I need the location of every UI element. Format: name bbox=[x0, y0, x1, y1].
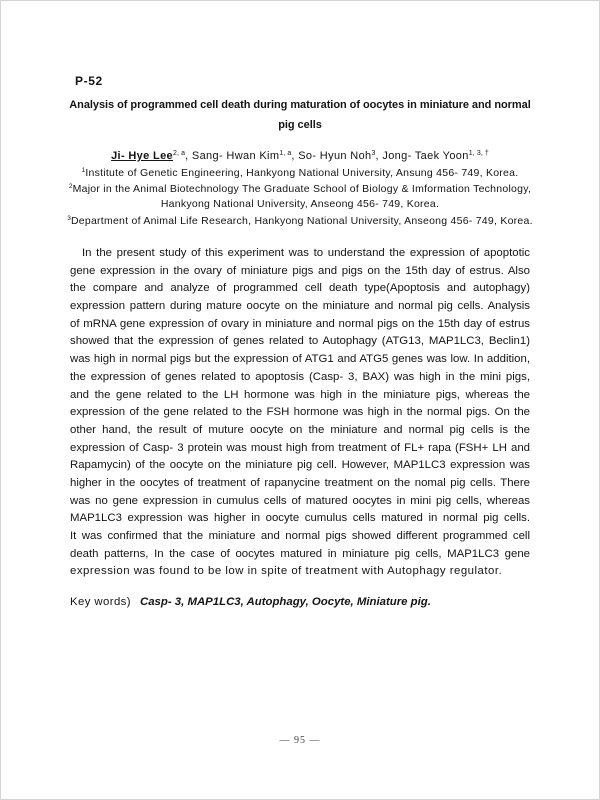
author bbox=[382, 150, 489, 162]
keywords-label: Key words) bbox=[70, 596, 131, 608]
affiliation-text: Institute of Genetic Engineering, Hankyong National University, Ansung 456- 749, Korea. bbox=[85, 167, 519, 179]
abstract-body bbox=[70, 245, 530, 581]
abstract-line: expression of Casp- 3 protein was moust high from treatment of FL+ rapa (FSH+ LH and bbox=[70, 441, 530, 454]
abstract-line: higher in the oocytes of treatment of rapanycine treatment on the nomal pig cells. There bbox=[70, 476, 530, 489]
affiliation-marker: 2 bbox=[68, 183, 73, 190]
abstract-line: expression pattern during mature oocyte on the miniature and normal pig cells. Analysis bbox=[70, 300, 530, 313]
abstract-line: gene expression in the ovary of miniature pigs and pigs on the 15th day of estrus. Also bbox=[70, 264, 530, 277]
affiliation-marker: 1 bbox=[81, 167, 86, 174]
affiliation bbox=[1, 182, 599, 198]
keywords-terms: Casp- 3, MAP1LC3, Autophagy, Oocyte, Miniature pig. bbox=[139, 596, 431, 608]
abstract-line: expression was found to be low in spite of treatment with Autophagy regulator. bbox=[70, 565, 503, 578]
affiliation-marker: 3 bbox=[67, 215, 71, 222]
author-affiliation-marker: 3 bbox=[371, 150, 376, 157]
abstract-line: other hand, the result of muture oocyte on the miniature and normal pig cells is the bbox=[70, 423, 530, 436]
page-number: — 95 — bbox=[279, 735, 321, 746]
abstract-line: expression of the gene related to the FSH hormone was high in the normal pigs. On the bbox=[70, 406, 530, 419]
author-separator: , bbox=[291, 150, 295, 162]
author-separator: , bbox=[375, 150, 379, 162]
abstract-line: showed that the expression of genes related to Autophagy (ATG13, MAP1LC3, Beclin1) bbox=[70, 335, 530, 348]
author-name: Jong- Taek Yoon bbox=[382, 150, 469, 162]
author bbox=[111, 150, 188, 162]
author-affiliation-marker: 1, 3, † bbox=[468, 150, 489, 157]
affiliation-text: Major in the Animal Biotechnology The Graduate School of Biology & Imformation Technology, bbox=[72, 183, 532, 195]
abstract-title-line: Analysis of programmed cell death during maturation of oocytes in miniature and normal bbox=[69, 99, 531, 111]
author bbox=[192, 150, 295, 162]
affiliation bbox=[1, 166, 599, 182]
presenting-author-name: Ji- Hye Lee bbox=[111, 150, 174, 162]
keywords bbox=[70, 594, 431, 610]
abstract-title-line: pig cells bbox=[278, 119, 322, 131]
affiliation bbox=[1, 214, 599, 230]
author-affiliation-marker: 1, a bbox=[279, 150, 292, 157]
author bbox=[298, 150, 379, 162]
abstract-line: was high in normal pigs but the expression of ATG1 and ATG5 genes was low. In addition, bbox=[70, 353, 530, 366]
author-separator: , bbox=[185, 150, 189, 162]
abstract-line: MAP1LC3 expression was higher in oocyte cumulus cells matured in normal pig cells. bbox=[70, 512, 530, 525]
abstract-line: and the gene related to the LH hormone was high in the miniature pigs, whereas the bbox=[70, 388, 530, 401]
abstract-line: In the present study of this experiment was to understand the expression of apoptotic bbox=[82, 247, 530, 259]
author-name: So- Hyun Noh bbox=[298, 150, 372, 162]
author-affiliation-marker: 2, a bbox=[173, 150, 186, 157]
abstract-line: the expression of genes related to apoptosis (Casp- 3, BAX) was high in the mini pigs, bbox=[70, 370, 530, 383]
abstract-line: Rapamycin) of the oocyte on the miniature pig cell. However, MAP1LC3 expression was bbox=[70, 459, 530, 472]
abstract-line: It was confirmed that the miniature and normal pigs showed different programmed cell bbox=[70, 530, 530, 542]
affiliation-text: Department of Animal Life Research, Hankyong National University, Anseong 456- 749, Korea. bbox=[70, 215, 533, 227]
abstract-line: the compare and analyze of programmed cell death type(Apoptosis and autophagy) bbox=[70, 282, 530, 295]
abstract-line: of mRNA gene expression of ovary in miniature and normal pigs on the 15th day of estrus bbox=[70, 317, 530, 330]
abstract-line: death patterns, In the case of oocytes matured in miniature pig cells, MAP1LC3 gene bbox=[70, 547, 530, 560]
author-name: Sang- Hwan Kim bbox=[191, 150, 280, 162]
affiliation-continuation: Hankyong National University, Anseong 456- 749, Korea. bbox=[160, 198, 440, 210]
abstract-line: was no gene expression in cumulus cells of matured oocytes in mini pig cells, whereas bbox=[70, 494, 530, 507]
author-list bbox=[1, 148, 599, 166]
paper-id: P-52 bbox=[75, 74, 103, 88]
